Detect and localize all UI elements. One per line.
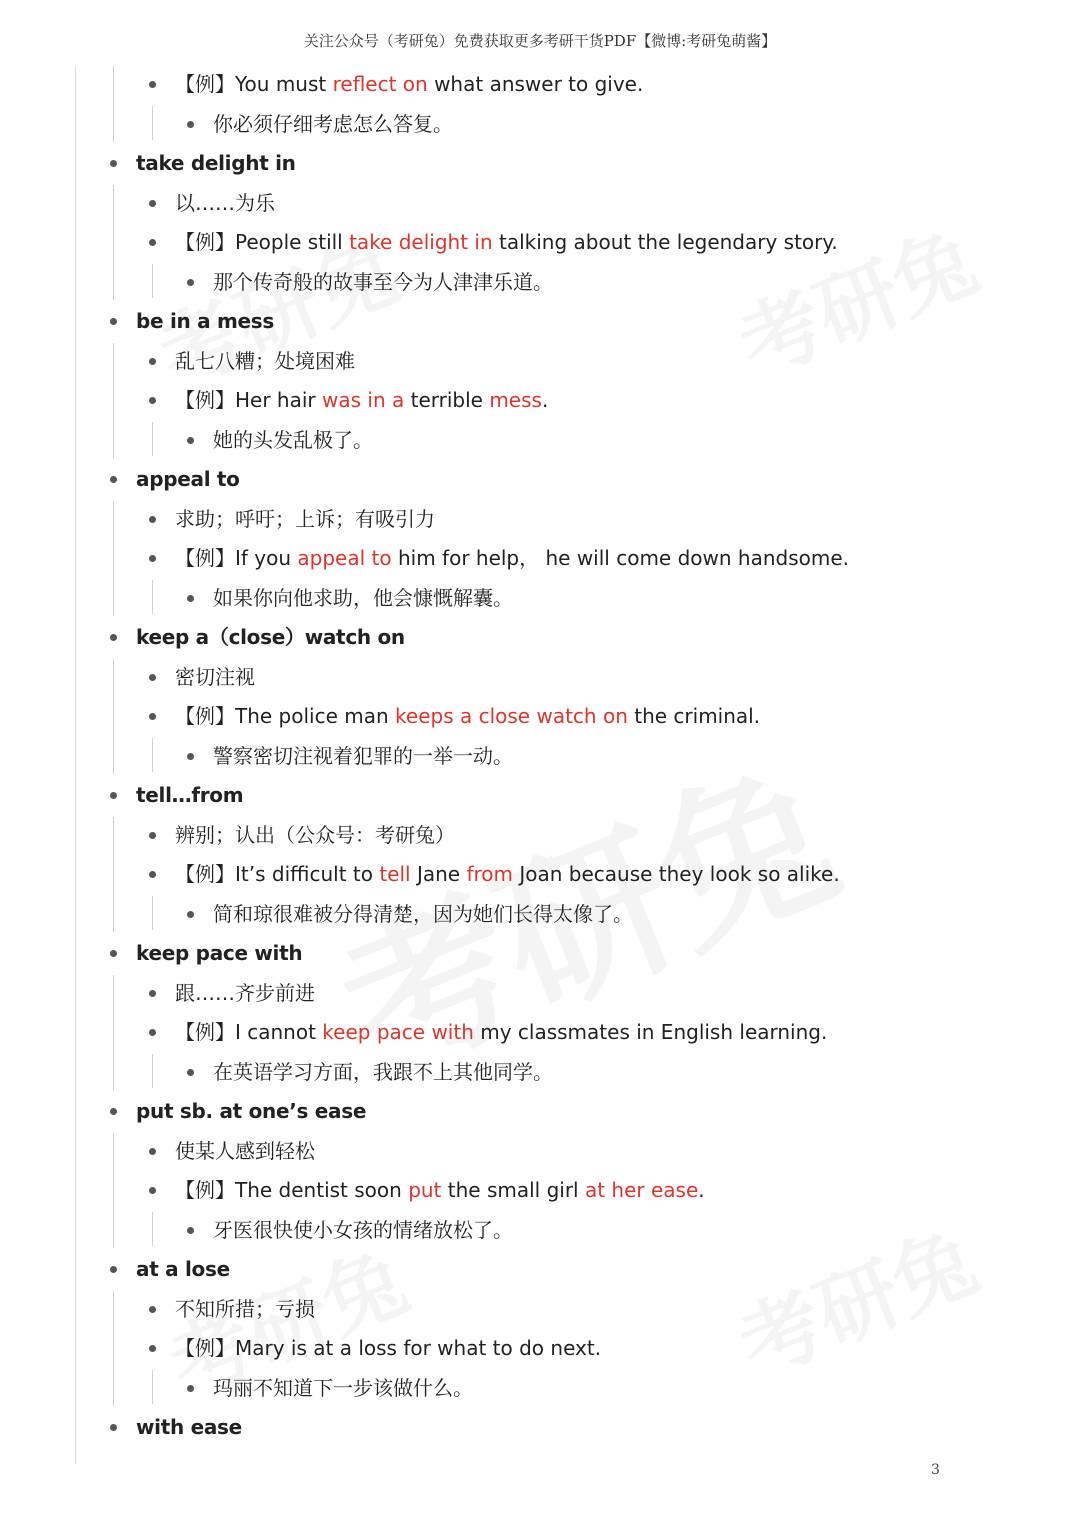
indent-guide-line (152, 896, 153, 930)
example-sentence (175, 1012, 827, 1052)
example-sentence (175, 854, 840, 894)
sentence-text: Jane (410, 862, 467, 886)
bullet-icon (110, 634, 117, 641)
bullet-icon (187, 1069, 194, 1076)
indent-guide-line (152, 1212, 153, 1246)
bullet-icon (149, 200, 156, 207)
term-item-text: at a lose (136, 1257, 230, 1281)
indent-guide-line (152, 1370, 153, 1404)
sentence-text: 【例】You must (175, 72, 333, 96)
sentence-text: 【例】If you (175, 546, 298, 570)
translation-item-text: 那个传奇般的故事至今为人津津乐道。 (213, 269, 553, 294)
term-item-text: take delight in (136, 151, 296, 175)
example-sentence (175, 1328, 601, 1368)
meaning-item-text: 使某人感到轻松 (175, 1138, 315, 1163)
highlighted-phrase: put (408, 1178, 442, 1202)
term-item-text: be in a mess (136, 309, 274, 333)
bullet-icon (149, 674, 156, 681)
sentence-text: what answer to give. (427, 72, 644, 96)
term-item-text: keep pace with (136, 941, 303, 965)
example-sentence (175, 696, 760, 736)
highlighted-phrase: from (466, 862, 513, 886)
example-sentence (175, 1170, 705, 1210)
sentence-text: him for help， he will come down handsome. (391, 546, 850, 570)
highlighted-phrase: was in a (322, 388, 405, 412)
term-item-text: tell…from (136, 783, 244, 807)
meaning-item-text: 辨别；认出（公众号：考研兔） (175, 822, 455, 847)
translation-item-text: 她的头发乱极了。 (213, 427, 373, 452)
highlighted-phrase: reflect on (332, 72, 428, 96)
indent-guide-line (113, 1133, 114, 1248)
bullet-icon (110, 1108, 117, 1115)
bullet-icon (110, 950, 117, 957)
meaning-item-text: 以……为乐 (175, 190, 275, 215)
translation-item-text: 如果你向他求助，他会慷慨解囊。 (213, 585, 513, 610)
bullet-icon (149, 1187, 156, 1194)
sentence-text: 【例】It’s difficult to (175, 862, 380, 886)
bullet-icon (110, 1266, 117, 1273)
indent-guide-line (113, 185, 114, 300)
bullet-icon (187, 1385, 194, 1392)
term-item-text: with ease (136, 1415, 242, 1439)
example-sentence (175, 538, 849, 578)
bullet-icon (149, 1029, 156, 1036)
sentence-text: 【例】I cannot (175, 1020, 323, 1044)
bullet-icon (149, 1345, 156, 1352)
indent-guide-line (152, 264, 153, 298)
bullet-icon (149, 1306, 156, 1313)
meaning-item-text: 跟……齐步前进 (175, 980, 315, 1005)
translation-item-text: 你必须仔细考虑怎么答复。 (213, 111, 453, 136)
indent-guide-line (113, 659, 114, 774)
indent-guide-line (113, 817, 114, 932)
bullet-icon (110, 476, 117, 483)
sentence-text: the criminal. (627, 704, 761, 728)
page-header: 关注公众号（考研兔）免费获取更多考研干货PDF【微博:考研兔萌酱】 (303, 32, 777, 50)
indent-guide-line (113, 501, 114, 616)
sentence-text: terrible (404, 388, 490, 412)
highlighted-phrase: keep pace with (322, 1020, 474, 1044)
meaning-item-text: 乱七八糟；处境困难 (175, 348, 355, 373)
indent-guide-line (152, 1054, 153, 1088)
bullet-icon (149, 516, 156, 523)
outline-guide-line (75, 66, 76, 1464)
highlighted-phrase: keeps a close watch on (395, 704, 628, 728)
term-item-text: appeal to (136, 467, 240, 491)
bullet-icon (187, 753, 194, 760)
indent-guide-line (152, 422, 153, 456)
sentence-text: 【例】The police man (175, 704, 396, 728)
bullet-icon (187, 121, 194, 128)
indent-guide-line (113, 343, 114, 458)
sentence-text: . (541, 388, 549, 412)
sentence-text: Joan because they look so alike. (513, 862, 840, 886)
bullet-icon (187, 279, 194, 286)
indent-guide-line (113, 66, 114, 142)
bullet-icon (110, 160, 117, 167)
bullet-icon (149, 239, 156, 246)
bullet-icon (149, 555, 156, 562)
sentence-text: 【例】Her hair (175, 388, 322, 412)
sentence-text: 【例】The dentist soon (175, 1178, 409, 1202)
bullet-icon (110, 318, 117, 325)
indent-guide-line (152, 106, 153, 140)
highlighted-phrase: appeal to (297, 546, 392, 570)
page-number: 3 (931, 1462, 940, 1478)
highlighted-phrase: take delight in (349, 230, 493, 254)
bullet-icon (149, 990, 156, 997)
bullet-icon (149, 358, 156, 365)
translation-item-text: 简和琼很难被分得清楚，因为她们长得太像了。 (213, 901, 633, 926)
bullet-icon (149, 81, 156, 88)
sentence-text: 【例】Mary is at a loss for what to do next. (175, 1336, 602, 1360)
bullet-icon (149, 397, 156, 404)
translation-item-text: 警察密切注视着犯罪的一举一动。 (213, 743, 513, 768)
bullet-icon (110, 1424, 117, 1431)
indent-guide-line (152, 580, 153, 614)
example-sentence (175, 64, 643, 104)
translation-item-text: 在英语学习方面，我跟不上其他同学。 (213, 1059, 553, 1084)
bullet-icon (149, 1148, 156, 1155)
sentence-text: the small girl (441, 1178, 585, 1202)
term-item-text: keep a（close）watch on (136, 625, 405, 649)
example-sentence (175, 222, 838, 262)
meaning-item-text: 求助；呼吁；上诉；有吸引力 (175, 506, 435, 531)
translation-item-text: 牙医很快使小女孩的情绪放松了。 (213, 1217, 513, 1242)
sentence-text: . (698, 1178, 705, 1202)
indent-guide-line (152, 738, 153, 772)
highlighted-phrase: at her ease (584, 1178, 699, 1202)
bullet-icon (187, 437, 194, 444)
translation-item-text: 玛丽不知道下一步该做什么。 (213, 1375, 473, 1400)
bullet-icon (187, 1227, 194, 1234)
bullet-icon (149, 871, 156, 878)
highlighted-phrase: mess (489, 388, 542, 412)
bullet-icon (187, 595, 194, 602)
meaning-item-text: 不知所措；亏损 (175, 1296, 315, 1321)
indent-guide-line (113, 975, 114, 1090)
bullet-icon (110, 792, 117, 799)
bullet-icon (187, 911, 194, 918)
example-sentence (175, 380, 548, 420)
sentence-text: my classmates in English learning. (473, 1020, 828, 1044)
indent-guide-line (113, 1291, 114, 1406)
sentence-text: talking about the legendary story. (492, 230, 838, 254)
bullet-icon (149, 832, 156, 839)
term-item-text: put sb. at one’s ease (136, 1099, 367, 1123)
sentence-text: 【例】People still (175, 230, 350, 254)
highlighted-phrase: tell (379, 862, 411, 886)
watermark (720, 1198, 992, 1399)
meaning-item-text: 密切注视 (175, 664, 255, 689)
bullet-icon (149, 713, 156, 720)
